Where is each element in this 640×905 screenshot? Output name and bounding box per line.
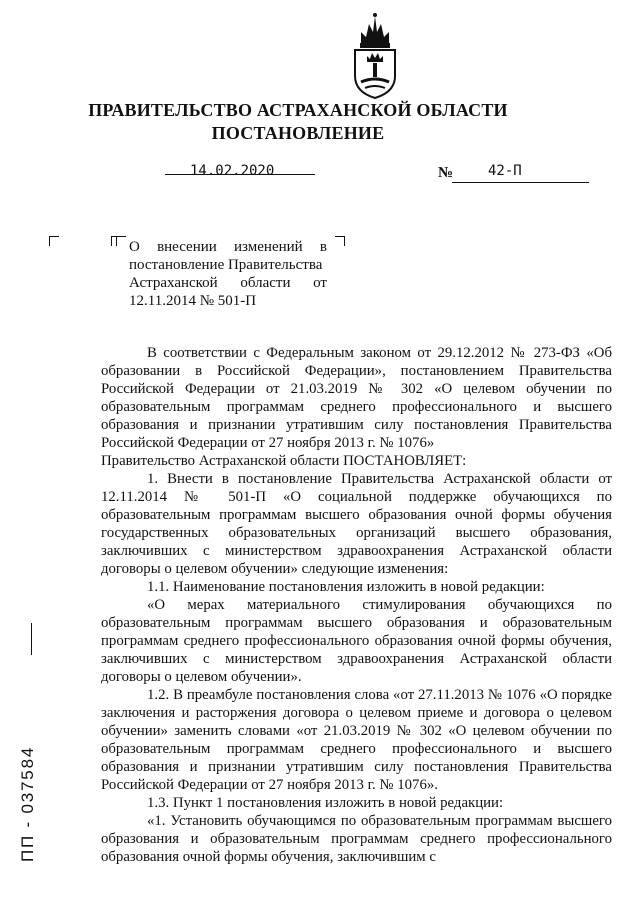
number-underline — [452, 182, 589, 183]
corner-mark-subject-right — [335, 236, 345, 246]
number-sign: № — [438, 165, 454, 181]
paragraph-item-1-3: 1.3. Пункт 1 постановления изложить в новой редакции: — [147, 795, 504, 811]
paragraph-item-1: 1. Внести в постановление Правительства Астраханской области от 12.11.2014 № 501-П «О социальной поддержке обучающихся по образовательным программам высшего образования очной формы обучения государственных образовательных организаций высшего образования, заключивших с министерством здравоохранения Астраханской области договоры о целевом обучении» следующие изменения: — [101, 471, 612, 577]
serial-stamp — [18, 712, 42, 862]
subject-line: постановление Правительства — [129, 257, 323, 273]
document-date: 14.02.2020 — [190, 163, 275, 179]
coat-of-arms-icon — [347, 10, 403, 100]
paragraph-new-point-1: «1. Установить обучающимся по образовательным программам высшего образования и образовательным программам среднего профессионального образования очной формы обучения, заключившим с — [101, 813, 612, 865]
paragraph-item-1-1: 1.1. Наименование постановления изложить в новой редакции: — [147, 579, 545, 595]
subject-line: Астраханской области от — [129, 275, 327, 291]
subject-line: 12.11.2014 № 501-П — [129, 293, 257, 309]
subject-line: О внесении изменений в — [129, 239, 327, 255]
paragraph-item-1-2: 1.2. В преамбуле постановления слова «от 27.11.2013 № 1076 «О порядке заключения и расторжения договора о целевом приеме и договора о целевом обучении» заменить словами «от 21.03.2019 № 302 «О целевом обучении по образовательным программам среднего профессионального и высшего образования и признании утратившим силу постановления Правительства Российской Федерации от 27 ноября 2013 г. № 1076». — [101, 687, 612, 793]
document-subject — [129, 238, 327, 310]
paragraph-preamble: В соответствии с Федеральным законом от 29.12.2012 № 273-ФЗ «Об образовании в Российской Федерации», постановлением Правительства Российской Федерации от 21.03.2019 № 302 «О целевом обучении по образовательным программам среднего профессионального и высшего образования и признании утратившим силу постановления Правительства Российской Федерации от 27 ноября 2013 г. № 1076» — [101, 345, 612, 451]
document-type-title: ПОСТАНОВЛЕНИЕ — [211, 123, 385, 143]
margin-line — [31, 623, 32, 655]
document-body — [101, 344, 612, 866]
corner-mark-subject-left-inner — [116, 236, 126, 246]
document-number: 42-П — [488, 163, 522, 179]
date-underline — [165, 174, 315, 175]
paragraph-new-title: «О мерах материального стимулирования обучающихся по образовательным программам высшего образования и образовательным программам среднего профессионального образования очной формы обучения, заключивших с министерством здравоохранения Астраханской области договоры о целевом обучении». — [101, 597, 612, 685]
government-title: ПРАВИТЕЛЬСТВО АСТРАХАНСКОЙ ОБЛАСТИ — [88, 100, 508, 120]
serial-number: ПП - 037584 — [18, 745, 37, 862]
paragraph-resolves: Правительство Астраханской области ПОСТАНОВЛЯЕТ: — [101, 453, 467, 469]
corner-mark-left — [49, 236, 59, 246]
